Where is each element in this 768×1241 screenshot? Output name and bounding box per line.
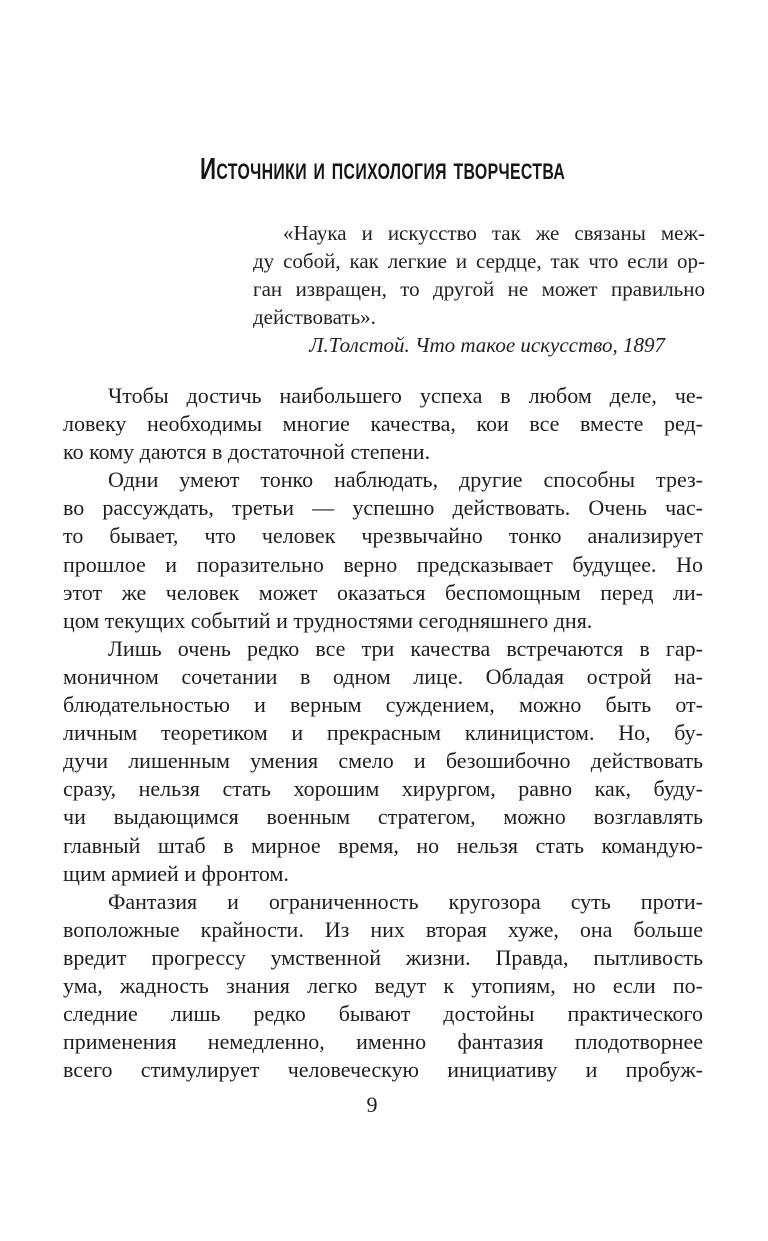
text-line: Одни умеют тонко наблюдать, другие способны трез-: [108, 467, 703, 493]
text-line: Лишь очень редко все три качества встречаются в гар-: [108, 635, 703, 661]
text-line: применения немедленно, именно фантазия плодотворнее: [63, 1029, 703, 1055]
text-line: щим армией и фронтом.: [63, 860, 289, 886]
text-line: Чтобы достичь наибольшего успеха в любом деле, че-: [108, 383, 703, 408]
text-line: блюдательностью и верным суждением, можно быть от-: [63, 692, 703, 718]
text-line: Фантазия и ограниченность кругозора суть проти-: [108, 888, 703, 914]
text-line: то бывает, что человек чрезвычайно тонко анализирует: [63, 523, 703, 549]
text-line: ко кому даются в достаточной степени.: [63, 439, 431, 465]
epigraph-attribution: Л.Толстой. Что такое искусство, 1897: [309, 333, 665, 357]
epigraph-line: «Наука и искусство так же связаны меж-: [283, 221, 705, 245]
text-line: следние лишь редко бывают достойны практического: [63, 1001, 703, 1027]
text-line: ума, жадность знания легко ведут к утопиям, но если по-: [63, 972, 703, 998]
chapter-title-text: Источники и психология творчества: [200, 151, 566, 186]
epigraph-line: действовать».: [253, 305, 376, 329]
text-line: моничном сочетании в одном лице. Обладая острой на-: [63, 663, 703, 689]
text-line: личным теоретиком и прекрасным клиницистом. Но, бу-: [63, 720, 703, 746]
epigraph-line: ду собой, как легкие и сердце, так что если ор-: [253, 249, 705, 273]
text-line: дучи лишенным умения смело и безошибочно действовать: [63, 748, 703, 774]
text-line: прошлое и поразительно верно предсказывает будущее. Но: [63, 551, 703, 577]
text-line: цом текущих событий и трудностями сегодняшнего дня.: [63, 607, 593, 633]
text-line: ловеку необходимы многие качества, кои все вместе ред-: [63, 411, 703, 437]
text-line: сразу, нельзя стать хорошим хирургом, равно как, буду-: [63, 776, 703, 802]
body-text: [63, 382, 703, 1084]
text-line: воположные крайности. Из них вторая хуже, она больше: [63, 916, 703, 942]
epigraph-line: ган извращен, то другой не может правильно: [253, 277, 705, 301]
text-line: всего стимулирует человеческую инициативу и пробуж-: [63, 1057, 703, 1083]
text-line: вредит прогрессу умственной жизни. Правда, пытливость: [63, 944, 703, 970]
text-line: чи выдающимся военным стратегом, можно возглавлять: [63, 804, 703, 830]
text-line: во рассуждать, третьи — успешно действовать. Очень час-: [63, 495, 703, 521]
epigraph: [253, 219, 705, 359]
chapter-title: [63, 149, 703, 189]
text-line: главный штаб в мирное время, но нельзя стать командую-: [63, 832, 703, 858]
text-line: этот же человек может оказаться беспомощным перед ли-: [63, 579, 703, 605]
page-number: 9: [366, 1092, 378, 1117]
